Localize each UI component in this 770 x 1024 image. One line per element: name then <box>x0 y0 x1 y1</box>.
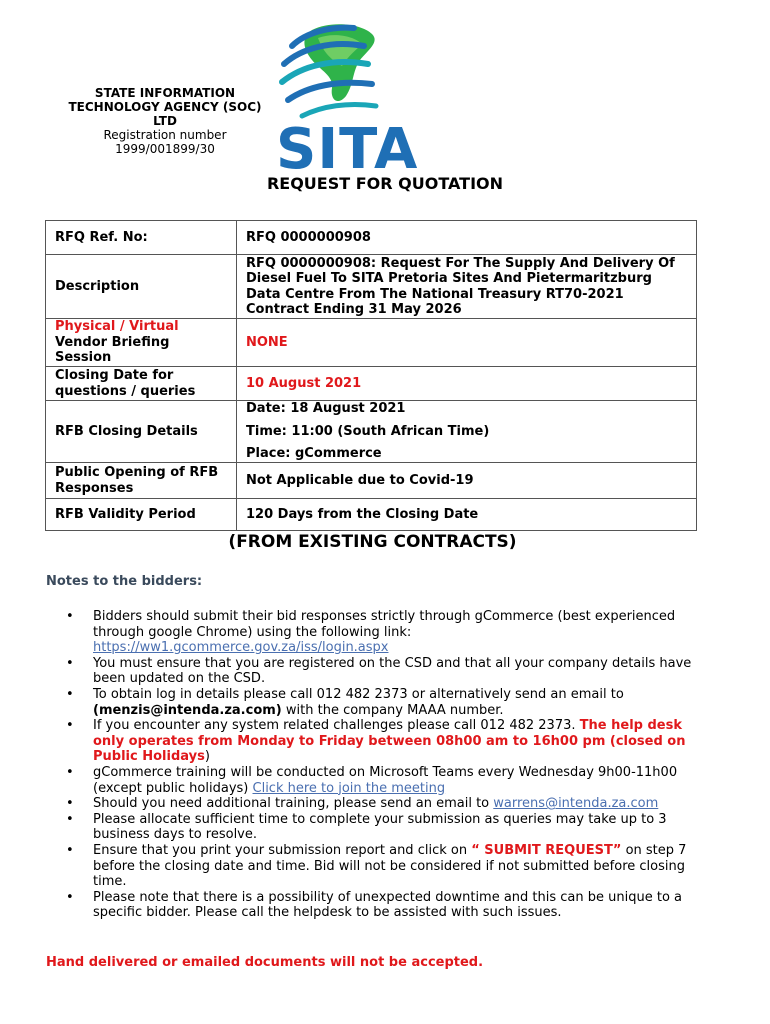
sita-logo <box>272 20 419 182</box>
registration-number: 1999/001899/30 <box>115 142 215 156</box>
list-item <box>48 765 698 796</box>
table-row <box>46 463 697 499</box>
table-row <box>46 367 697 401</box>
join-meeting-link[interactable]: Click here to join the meeting <box>252 780 446 796</box>
briefing-label <box>46 319 237 367</box>
list-item <box>48 890 698 921</box>
table-row <box>46 401 697 463</box>
rfb-closing-label: RFB Closing Details <box>46 401 237 463</box>
closing-questions-value: 10 August 2021 <box>237 367 697 401</box>
note-text: You must ensure that you are registered on the CSD and that all your company details have been updated on the CSD. <box>93 655 692 687</box>
logo-wordmark: SITA <box>276 117 419 182</box>
rfq-ref-label: RFQ Ref. No: <box>46 221 237 255</box>
table-row <box>46 499 697 531</box>
list-item <box>48 656 698 687</box>
note-text: Please allocate sufficient time to complete your submission as queries may take up to 3 business days to resolve. <box>93 811 667 843</box>
description-label: Description <box>46 255 237 319</box>
submit-request-highlight: “ SUBMIT REQUEST” <box>471 842 622 858</box>
list-item <box>48 812 698 843</box>
list-item <box>48 796 698 812</box>
note-text: Ensure that you print your submission report and click on <box>93 842 468 858</box>
training-email-link[interactable]: warrens@intenda.za.com <box>493 796 659 812</box>
notes-heading: Notes to the bidders: <box>46 574 203 589</box>
rfb-closing-date: Date: 18 August 2021 <box>246 401 406 417</box>
rfb-closing-time: Time: 11:00 (South African Time) <box>246 423 490 439</box>
description-value: RFQ 0000000908: Request For The Supply And Delivery Of Diesel Fuel To SITA Pretoria Sites And Pietermaritzburg Data Centre From The National Treasury RT70-2021 Contract Ending 31 May 2026 <box>237 255 697 319</box>
note-text: Should you need additional training, please send an email to <box>93 796 490 812</box>
note-text: Please note that there is a possibility of unexpected downtime and this can be unique to a specific bidder. Please call the helpdesk to be assisted with such issues. <box>93 889 683 921</box>
closing-questions-label: Closing Date for questions / queries <box>46 367 237 401</box>
org-name-line2: TECHNOLOGY AGENCY (SOC) <box>68 100 262 114</box>
page-title: REQUEST FOR QUOTATION <box>266 174 504 193</box>
registration-label: Registration number <box>103 128 227 142</box>
org-name-line3: LTD <box>153 114 177 128</box>
rfb-closing-place: Place: gCommerce <box>246 446 382 462</box>
org-name-line1: STATE INFORMATION <box>94 86 236 100</box>
note-text: To obtain log in details please call 012 482 2373 or alternatively send an email to <box>93 686 624 702</box>
list-item <box>48 687 698 718</box>
rfb-closing-details <box>237 401 697 463</box>
organisation-block <box>40 86 290 156</box>
notes-list <box>48 609 698 921</box>
note-text: Bidders should submit their bid responses strictly through gCommerce (best experienced through google Chrome) using the following link: <box>93 609 676 640</box>
list-item <box>48 718 698 765</box>
list-item <box>48 843 698 890</box>
rfq-ref-value: RFQ 0000000908 <box>237 221 697 255</box>
validity-label: RFB Validity Period <box>46 499 237 531</box>
table-row <box>46 255 697 319</box>
rfq-details-table <box>45 220 697 531</box>
africa-swirl-icon <box>272 20 412 125</box>
footer-warning: Hand delivered or emailed documents will not be accepted. <box>46 955 484 970</box>
briefing-value: NONE <box>237 319 697 367</box>
note-text: If you encounter any system related challenges please call 012 482 2373. <box>93 718 576 734</box>
briefing-label-physical-virtual: Physical / Virtual <box>55 319 179 335</box>
validity-value: 120 Days from the Closing Date <box>237 499 697 531</box>
from-existing-contracts: (FROM EXISTING CONTRACTS) <box>228 532 517 552</box>
briefing-label-session: Vendor Briefing Session <box>55 334 170 366</box>
public-opening-label: Public Opening of RFB Responses <box>46 463 237 499</box>
note-text: gCommerce training will be conducted on Microsoft Teams every Wednesday 9h00-11h00 (except public holidays) <box>93 764 678 796</box>
helpdesk-hours-warning: The help desk only operates from Monday to Friday between 08h00 am to 16h00 pm (closed on Public Holidays <box>93 718 686 765</box>
table-row <box>46 319 697 367</box>
table-row <box>46 221 697 255</box>
gcommerce-login-link[interactable]: https://ww1.gcommerce.gov.za/iss/login.aspx <box>93 640 389 656</box>
public-opening-value: Not Applicable due to Covid-19 <box>237 463 697 499</box>
note-text: with the company MAAA number. <box>285 702 504 718</box>
list-item <box>48 609 698 656</box>
support-email: (menzis@intenda.za.com) <box>93 702 282 718</box>
note-text: on step 7 before the closing date and time. Bid will not be considered if not submitted before closing time. <box>93 842 687 890</box>
note-text: ) <box>204 749 210 765</box>
